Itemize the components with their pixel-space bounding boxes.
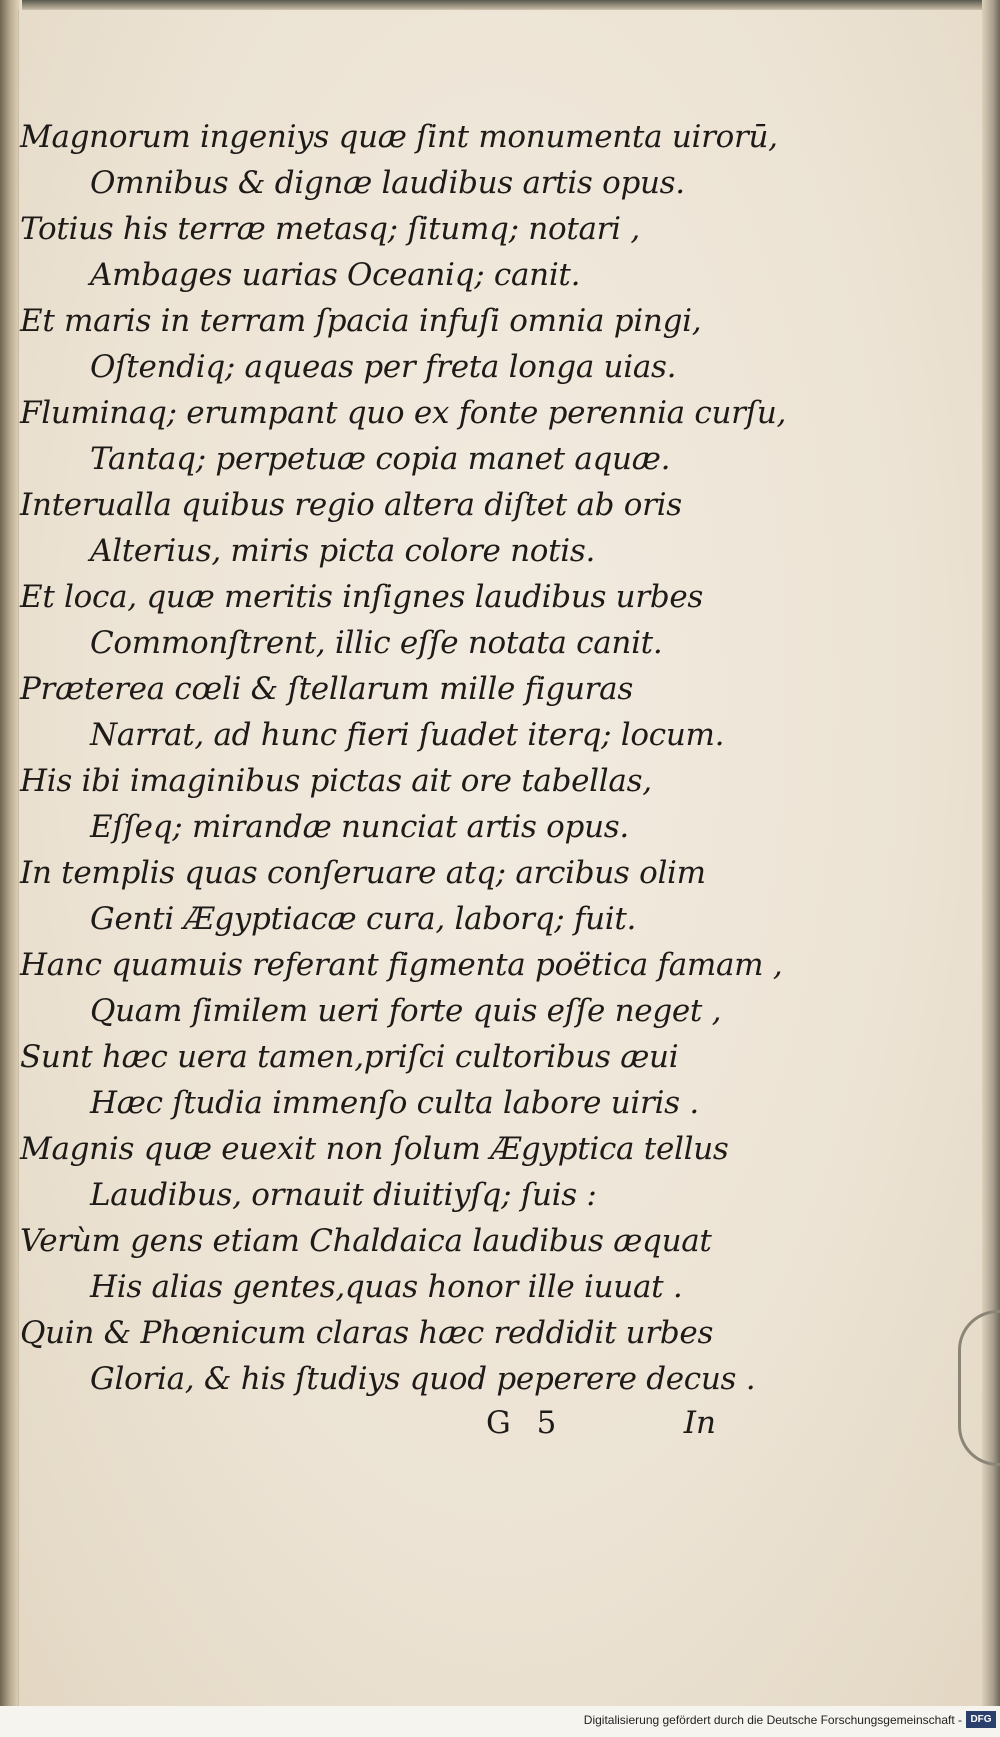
verse-line: Eſſeq; mirandæ nunciat artis opus. (90, 809, 629, 845)
verse-line: Narrat, ad hunc fieri ſuadet iterq; locum. (90, 717, 725, 753)
signature-mark: G 5 (486, 1405, 565, 1441)
verse-line: Et loca, quæ meritis inſignes laudibus urbes (20, 579, 704, 615)
verse-line: Ambages uarias Oceaniq; canit. (90, 257, 581, 293)
verse-line: Præterea cœli & ſtellarum mille figuras (20, 671, 633, 707)
digitization-credit: Digitalisierung gefördert durch die Deutsche Forschungsgemeinschaft - (583, 1713, 962, 1727)
catchword: In (683, 1405, 716, 1441)
verse-line: In templis quas conſeruare atq; arcibus olim (20, 855, 706, 891)
verse-line: Totius his terræ metasq; ſitumq; notari , (20, 211, 640, 247)
verse-line: Magnorum ingeniys quæ ſint monumenta uirorū, (20, 119, 778, 155)
dfg-logo: DFG (966, 1711, 996, 1728)
verse-line: Omnibus & dignæ laudibus artis opus. (90, 165, 685, 201)
verse-line: Hæc ſtudia immenſo culta labore uiris . (90, 1085, 699, 1121)
verse-line: Genti Ægyptiacæ cura, laborq; fuit. (90, 901, 637, 937)
folio-line (486, 1405, 716, 1455)
verse-line: Commonſtrent, illic eſſe notata canit. (90, 625, 663, 661)
verse-line: Magnis quæ euexit non ſolum Ægyptica tellus (20, 1131, 729, 1167)
verse-line: His alias gentes,quas honor ille iuuat . (90, 1269, 683, 1305)
verse-line: Tantaq; perpetuæ copia manet aquæ. (90, 441, 671, 477)
verse-line: Quin & Phœnicum claras hæc reddidit urbes (20, 1315, 714, 1351)
verse-line: Interualla quibus regio altera diſtet ab oris (20, 487, 682, 523)
verse-line: Hanc quamuis referant figmenta poëtica famam , (20, 947, 783, 983)
right-page-edge (982, 0, 1000, 1737)
latin-verse-block (20, 114, 800, 1402)
verse-line: Alterius, miris picta colore notis. (90, 533, 596, 569)
verse-line: Sunt hæc uera tamen,priſci cultoribus æui (20, 1039, 679, 1075)
clasp-ring (958, 1310, 1000, 1466)
verse-line: Gloria, & his ſtudiys quod peperere decus . (90, 1361, 756, 1397)
verse-line: Et maris in terram ſpacia infuſi omnia pingi, (20, 303, 702, 339)
verse-line: Verùm gens etiam Chaldaica laudibus æquat (20, 1223, 712, 1259)
verse-line: Fluminaq; erumpant quo ex fonte perennia curſu, (20, 395, 787, 431)
verse-line: His ibi imaginibus pictas ait ore tabellas, (20, 763, 652, 799)
verse-line: Oſtendiq; aqueas per freta longa uias. (90, 349, 677, 385)
verse-line: Quam ſimilem ueri forte quis eſſe neget , (90, 993, 722, 1029)
verse-line: Laudibus, ornauit diuitiyſq; ſuis : (90, 1177, 597, 1213)
